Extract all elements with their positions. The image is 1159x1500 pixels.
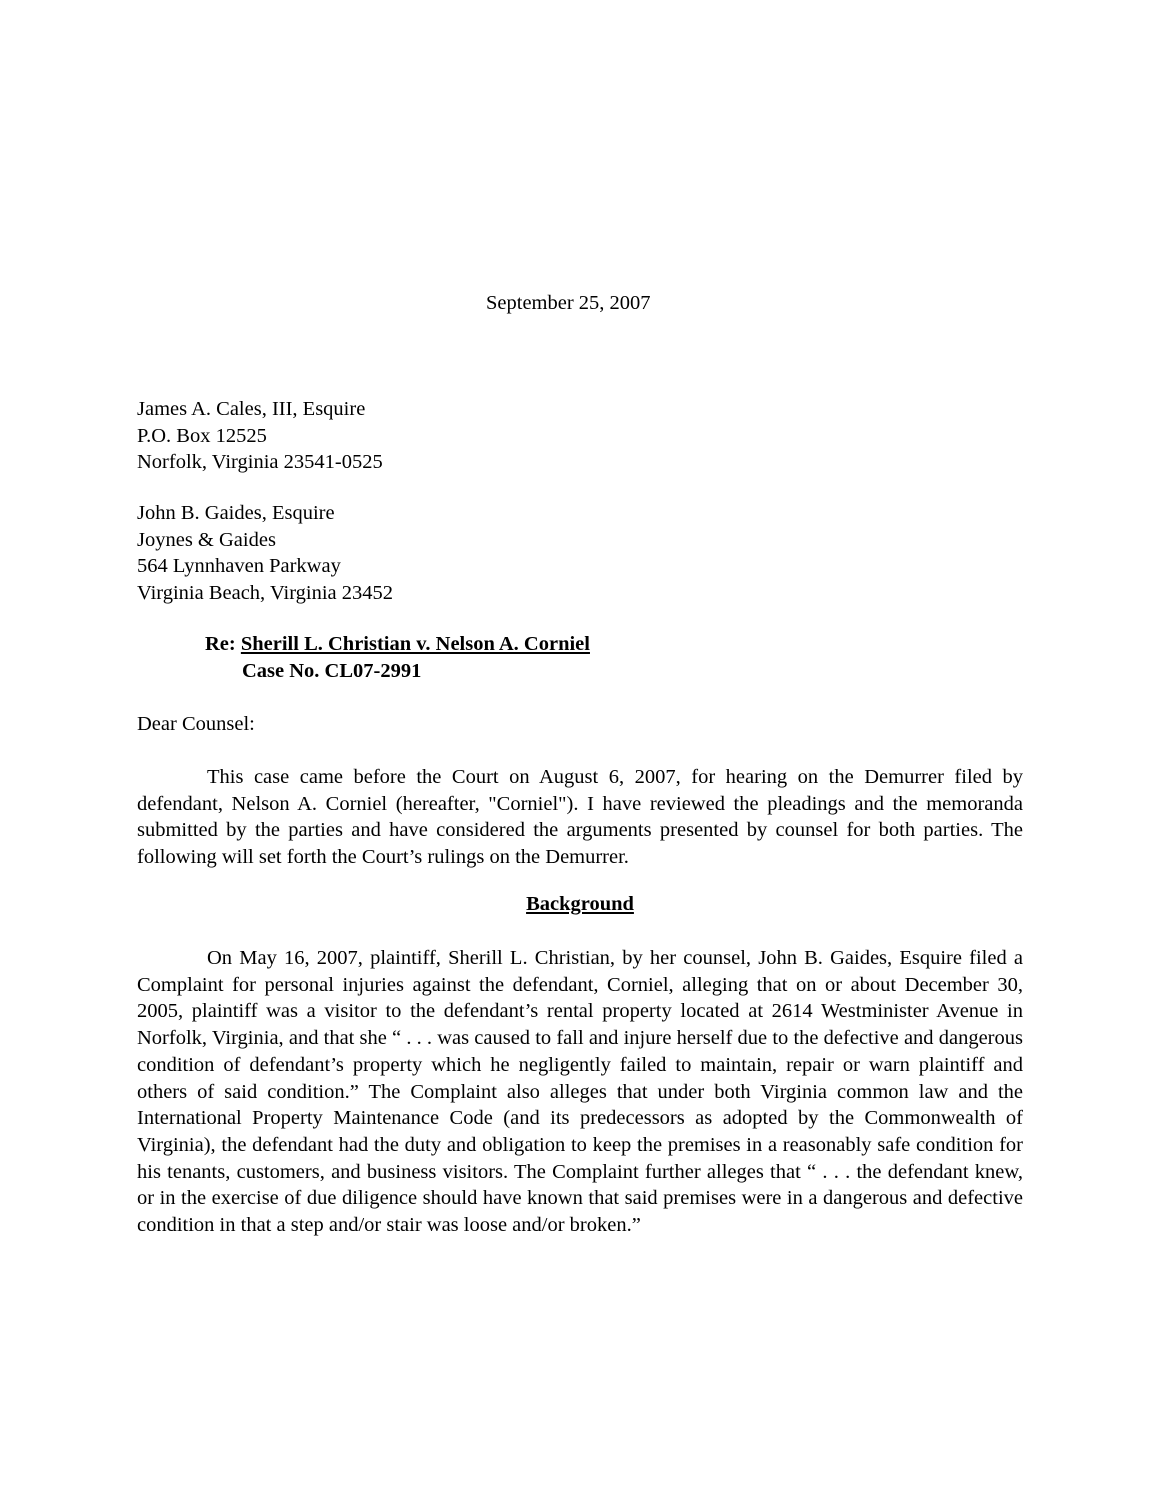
address-line: Joynes & Gaides — [137, 528, 276, 551]
paragraph-text: This case came before the Court on August 6, 2007, for hearing on the Demurrer filed by defendant, Nelson A. Corniel (hereafter, "Corniel"). I have reviewed the pleadings and the memoranda submitted by the parties and have considered the arguments presented by counsel for both parties. The following will set forth the Court’s rulings on the Demurrer. — [137, 766, 1023, 869]
recipient-address-block-1 — [137, 396, 1023, 476]
address-line: Virginia Beach, Virginia 23452 — [137, 582, 394, 605]
re-label: Re: — [205, 633, 236, 655]
address-line: 564 Lynnhaven Parkway — [137, 555, 341, 578]
case-name: Sherill L. Christian v. Nelson A. Corniel — [240, 633, 590, 655]
case-number-line: Case No. CL07-2991 — [242, 659, 422, 682]
section-heading-background — [137, 891, 1023, 918]
address-line: Norfolk, Virginia 23541-0525 — [137, 451, 383, 474]
re-line-block — [137, 631, 1023, 684]
paragraph-background — [137, 945, 1023, 1239]
re-line — [137, 631, 1023, 658]
letter-date: September 25, 2007 — [486, 292, 651, 314]
paragraph-intro — [137, 764, 1023, 871]
salutation: Dear Counsel: — [137, 713, 255, 735]
recipient-address-block-2 — [137, 500, 1023, 607]
paragraph-text: On May 16, 2007, plaintiff, Sherill L. Christian, by her counsel, John B. Gaides, Esquire filed a Complaint for personal injuries against the defendant, Corniel, alleging that on or about December 30, 2005, plaintiff was a visitor to the defendant’s rental property located at 2614 Westminister Avenue in Norfolk, Virginia, and that she “ . . . was caused to fall and injure herself due to the defective and dangerous condition of defendant’s property which he negligently failed to maintain, repair or warn plaintiff and others of said condition.” The Complaint also alleges that under both Virginia common law and the International Property Maintenance Code (and its predecessors as adopted by the Commonwealth of Virginia), the defendant had the duty and obligation to keep the premises in a reasonably safe condition for his tenants, customers, and business visitors. The Complaint further alleges that “ . . . the defendant knew, or in the exercise of due diligence should have known that said premises were in a dangerous and defective condition in that a step and/or stair was loose and/or broken.” — [137, 947, 1023, 1237]
address-line: John B. Gaides, Esquire — [137, 502, 335, 524]
address-line: James A. Cales, III, Esquire — [137, 398, 366, 420]
section-heading-text: Background — [526, 893, 634, 915]
address-line: P.O. Box 12525 — [137, 424, 267, 447]
